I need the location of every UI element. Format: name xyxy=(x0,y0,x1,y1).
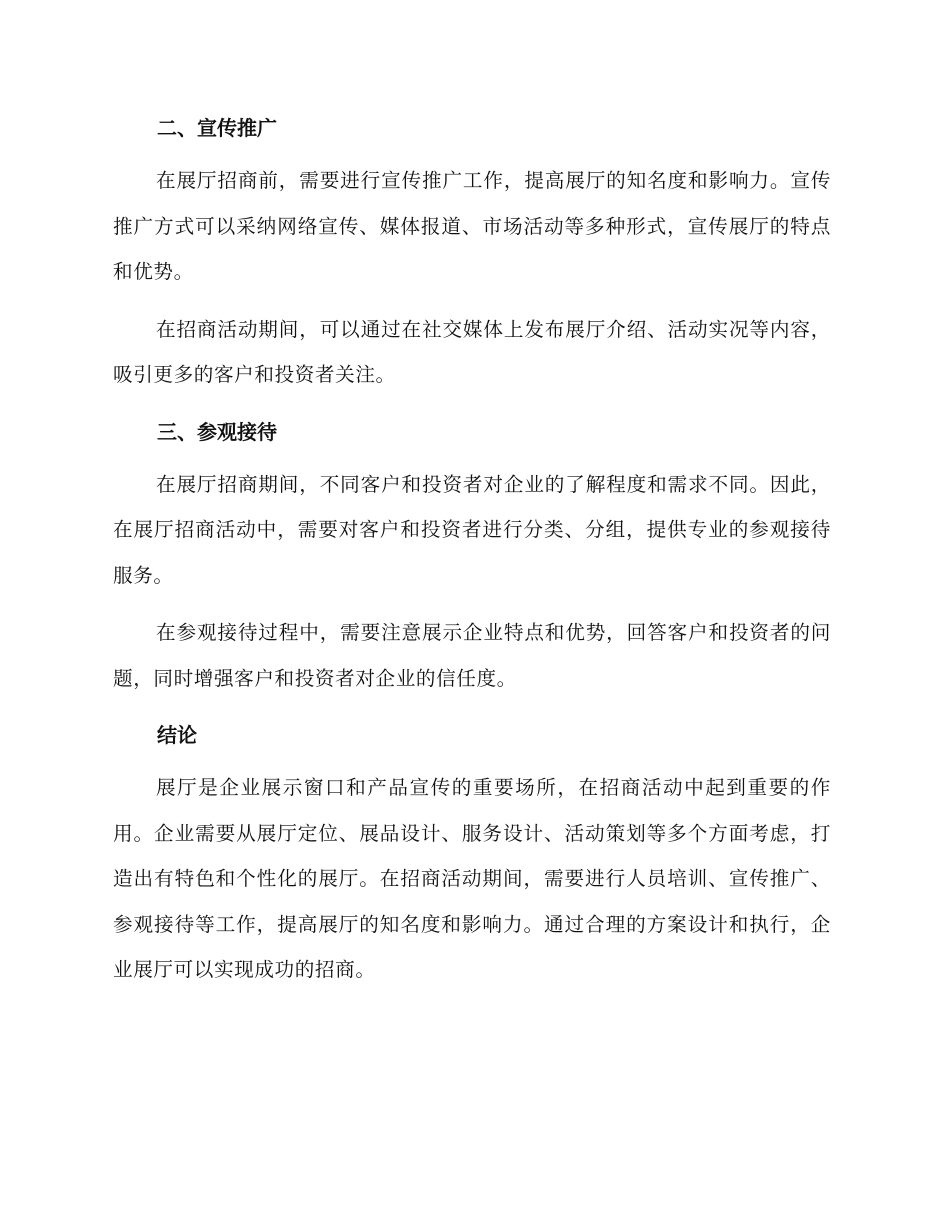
paragraph: 在展厅招商前，需要进行宣传推广工作，提高展厅的知名度和影响力。宣传推广方式可以采纳网络宣传、媒体报道、市场活动等多种形式，宣传展厅的特点和优势。 xyxy=(113,169,831,283)
section-heading-promotion: 二、宣传推广 xyxy=(157,116,277,140)
document-body xyxy=(113,106,831,1005)
paragraph: 展厅是企业展示窗口和产品宣传的重要场所，在招商活动中起到重要的作用。企业需要从展厅定位、展品设计、服务设计、活动策划等多个方面考虑，打造出有特色和个性化的展厅。在招商活动期间，需要进行人员培训、宣传推广、参观接待等工作，提高展厅的知名度和影响力。通过合理的方案设计和执行，企业展厅可以实现成功的招商。 xyxy=(113,776,831,981)
paragraph: 在参观接待过程中，需要注意展示企业特点和优势，回答客户和投资者的问题，同时增强客户和投资者对企业的信任度。 xyxy=(113,621,831,690)
section-heading-conclusion: 结论 xyxy=(157,723,197,747)
paragraph: 在招商活动期间，可以通过在社交媒体上发布展厅介绍、活动实况等内容，吸引更多的客户和投资者关注。 xyxy=(113,317,831,386)
paragraph: 在展厅招商期间，不同客户和投资者对企业的了解程度和需求不同。因此，在展厅招商活动中，需要对客户和投资者进行分类、分组，提供专业的参观接待服务。 xyxy=(113,472,831,587)
section-heading-reception: 三、参观接待 xyxy=(157,419,277,444)
